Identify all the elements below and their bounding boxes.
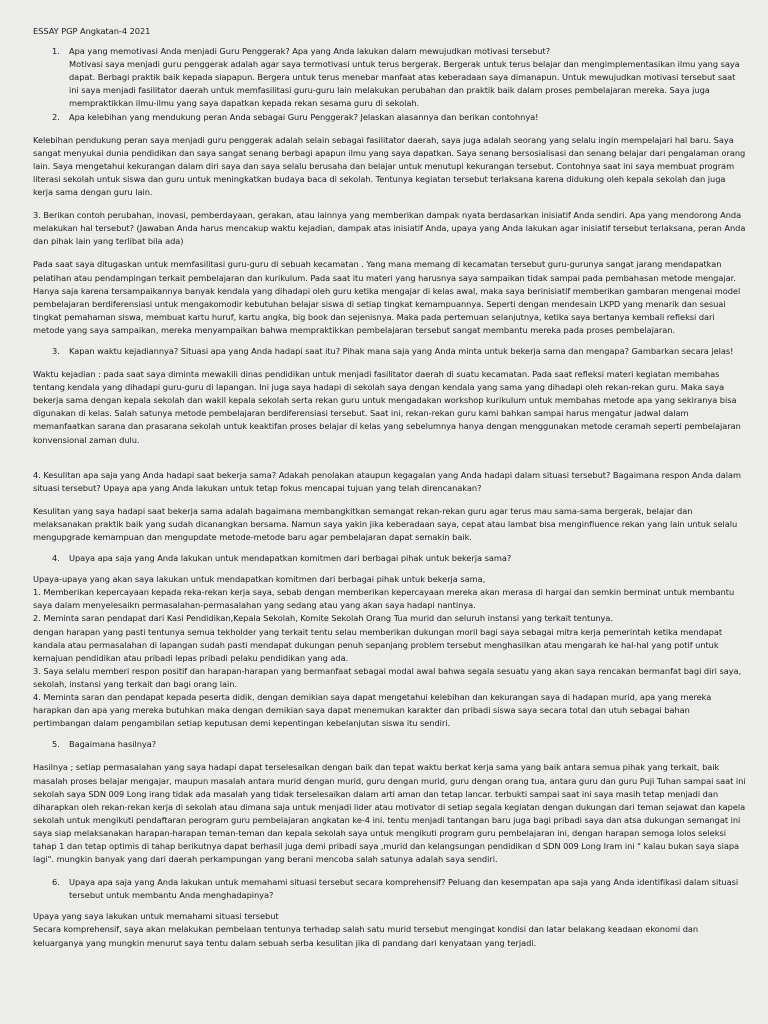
answer-paragraph: Kesulitan yang saya hadapi saat bekerja sama adalah bagaimana membangkitkan semangat rekan-rekan guru agar terus mau sama-sama bergerak, belajar dan melaksanakan praktik baik yang sudah dicanangkan bersama. Namun saya yakin jika keberadaan saya, cepat atau lambat bisa menginfluence rekan yang lain untuk selalu mengupgrade kemampuan dan mengupdate metode-metode baru agar pembelajaran dapat semakin baik. [33, 505, 738, 542]
answer-line: Secara komprehensif, saya akan melakukan pembelaan tentunya terhadap salah satu murid tersebut mengingat kondisi dan latar belakang keadaan ekonomi dan keluarganya yang mungkin menurut saya tentu dalam sebuah serba kesulitan jika di pandang dari kenyataan yang terjadi. [33, 924, 699, 948]
answer-line: Upaya-upaya yang akan saya lakukan untuk mendapatkan komitmen dari berbagai pihak untuk bekerja sama, [33, 574, 486, 585]
question-number: 5. [52, 739, 60, 750]
answer-line: 3. Saya selalu memberi respon positif dan harapan-harapan yang bermanfaat sebagai modal awal bahwa segala sesuatu yang akan saya rencakan bermanfat bagi diri saya, sekolah, instansi yang terkait dan bagi orang lain. [33, 665, 742, 689]
question-number: 2. [52, 111, 60, 122]
question-1 [33, 45, 746, 110]
answer-line: dengan harapan yang pasti tentunya semua tekholder yang terkait tentu selau memberikan dukungan moril bagi saya sebagai mitra kerja pemerintah ketika mendapat kandala atau permasalahan di lapangan sudah pasti mendapat dukungan penuh sepanjang problem tersebut menghasilkan atau mengarah ke hal-hal yang potif untuk kemajuan pendidikan atau pribadi lepas pribadi pelaku pendidikan yang ada. [33, 626, 723, 663]
question-text: Apa kelebihan yang mendukung peran Anda sebagai Guru Penggerak? Jelaskan alasannya dan berikan contohnya! [69, 111, 539, 122]
answer-line: Upaya yang saya lakukan untuk memahami situasi tersebut [33, 911, 279, 922]
question-3b [33, 345, 746, 358]
question-number: 6. [52, 877, 60, 888]
answer-line: 2. Meminta saran pendapat dari Kasi Pendidikan,Kepala Sekolah, Komite Sekolah Orang Tua murid dan seluruh instansi yang terkait tentunya. [33, 613, 613, 624]
question-paragraph: 3. Berikan contoh perubahan, inovasi, pemberdayaan, gerakan, atau lainnya yang memberikan dampak nyata berdasarkan inisiatif Anda sendiri. Apa yang mendorong Anda melakukan hal tersebut? (Jawaban Anda harus mencakup waktu kejadian, dampak atas inisiatif Anda, upaya yang Anda lakukan agar inisiatif tersebut terlaksana, peran Anda dan pihak lain yang terlibat bila ada) [33, 210, 746, 247]
question-text: Kapan waktu kejadiannya? Situasi apa yang Anda hadapi saat itu? Pihak mana saja yang Anda minta untuk bekerja sama dan mengapa? Gambarkan secara jelas! [69, 345, 734, 356]
question-2 [33, 111, 746, 124]
answer-line: 4. Meminta saran dan pendapat kepada peserta didik, dengan demikian saya dapat mengetahui kelebihan dan kekurangan saya di hadapan murid, apa yang mereka harapkan dan apa yang mereka butuhkan maka dengan demikian saya dapat menemukan karakter dan pribadi siswa saya secara total dan utuh sebagai bahan pertimbangan dalam pengambilan setiap keputusan demi kepentingan kebelanjutan siswa itu sendiri. [33, 692, 712, 729]
question-5 [33, 738, 746, 751]
answer-list [33, 573, 746, 730]
question-number: 3. [52, 345, 60, 356]
document-title: ESSAY PGP Angkatan-4 2021 [33, 26, 151, 36]
question-text: Apa yang memotivasi Anda menjadi Guru Penggerak? Apa yang Anda lakukan dalam mewujudkan motivasi tersebut? [69, 46, 551, 57]
answer-list [33, 910, 746, 949]
question-6 [33, 876, 746, 902]
question-text: Upaya apa saja yang Anda lakukan untuk mendapatkan komitmen dari berbagai pihak untuk bekerja sama? [69, 553, 512, 564]
question-text: Bagaimana hasilnya? [69, 739, 157, 750]
answer-paragraph: Kelebihan pendukung peran saya menjadi guru penggerak adalah selain sebagai fasilitator daerah, saya juga adalah seorang yang selalu ingin mempelajari hal baru. Saya sangat menyukai dunia pendidikan dan saya sangat senang berbagi apapun ilmu yang saya dapatkan. Saya senang bersosialisasi dan senang belajar dari pengalaman orang lain. Saya mengetahui kekurangan dalam diri saya dan saya selalu berusaha dan belajar untuk menutupi kekurangan tersebut. Contohnya saat ini saya membuat program literasi sekolah untuk siswa dan guru untuk meningkatkan budaya baca di sekolah. Tentunya kegiatan tersebut terlaksana karena didukung oleh kepala sekolah dan juga kerja sama dengan guru lain. [33, 134, 746, 198]
answer-paragraph: Hasilnya ; setiap permasalahan yang saya hadapi dapat terselesaikan dengan baik dan tepat waktu berkat kerja sama yang baik antara semua pihak yang terkait, baik masalah proses belajar mengajar, maupun masalah antara murid dengan murid, guru dengan murid, guru dengan orang tua, antara guru dan guru Puji Tuhan sampai saat ini sekolah saya SDN 009 Long irang tidak ada masalah yang tidak terselesaikan dalam arti aman dan tetap lancar. terbukti sampai saat ini saya masih tetap menjadi dan diharapkan oleh rekan-rekan kerja di sekolah atau dimana saja untuk menjadi lider atau motivator di setiap segala kegiatan dengan dukungan dari teman sejawat dan kapela sekolah untuk mengikuti pendaftaran perogram guru pembelajaran angkatan ke-4 ini. tentu menjadi tantangan baru juga bagi pribadi saya dan atsa dukungan semangat ini saya siap melaksanakan harapan-harapan teman-teman dan kepala sekolah saya untuk mengikuti program guru pembelajaran ini, dengan harapan semoga lolos seleksi tahap 1 dan tetap optimis di tahap berikutnya dapat berhasil juga demi pribadi saya ,murid dan kelangsungan pendidikan d SDN 009 Long Iram ini " kalau bukan saya siapa lagi". mungkin banyak yang dari daerah perkampungan yang berani mencoba salah satunya adalah saya sendiri. [33, 762, 746, 865]
answer-paragraph: Pada saat saya ditugaskan untuk memfasilitasi guru-guru di sebuah kecamatan . Yang mana memang di kecamatan tersebut guru-gurunya sangat jarang mendapatkan pelatihan atau pendampingan terkait pembelajaran dan kurikulum. Pada saat itu materi yang harusnya saya sampaikan tidak sampai pada pembahasan metode mengajar. Hanya saja karena tersampaikannya banyak kendala yang dihadapi oleh guru ketika mengajar di kelas awal, maka saya berinisiatif memberikan gambaran mengenai model pembelajaran berdiferensiasi untuk mengakomodir kebutuhan belajar siswa di setiap tingkat kemampuannya. Seperti dengan mendesain LKPD yang menarik dan sesuai tingkat pemahaman siswa, membuat kartu huruf, kartu angka, big book dan sejenisnya. Maka pada pertemuan selanjutnya, ketika saya bertanya kembali refleksi dari metode yang saya sampaikan, mereka menyampaikan bahwa mempraktikkan pembelajaran tersebut sangat membantu mereka pada proses pembelajaran. [33, 259, 741, 335]
question-paragraph: 4. Kesulitan apa saja yang Anda hadapi saat bekerja sama? Adakah penolakan ataupun kegagalan yang Anda hadapi dalam situasi tersebut? Bagaimana respon Anda dalam situasi tersebut? Upaya apa yang Anda lakukan untuk tetap fokus mencapai tujuan yang telah direncanakan? [33, 469, 742, 493]
question-4b [33, 552, 746, 565]
answer-text: Motivasi saya menjadi guru penggerak adalah agar saya termotivasi untuk terus bergerak. Bergerak untuk terus belajar dan mengimplementasikan ilmu yang saya dapat. Berbagi praktik baik kepada siapapun. Bergera untuk terus menebar manfaat atas keberadaan saya dimanapun. Untuk mewujudkan motivasi tersebut saat ini saya menjadi fasilitator daerah untuk memfasilitasi guru-guru lain melakukan perubahan dan praktik baik dalam proses pembelajaran mereka. Saya juga mempraktikkan ilmu-ilmu yang saya dapatkan kepada rekan sesama guru di sekolah. [69, 59, 740, 109]
question-number: 1. [52, 46, 60, 57]
question-number: 4. [52, 553, 60, 564]
answer-line: 1. Memberikan kepercayaan kepada reka-rekan kerja saya, sebab dengan memberikan kepercayaan mereka akan merasa di hargai dan semkin berminat untuk membantu saya dalam menyelesaikn permasalahan-permasalahan yang sedang atau yang akan saya hadapi nantinya. [33, 587, 735, 611]
question-text: Upaya apa saja yang Anda lakukan untuk memahami situasi tersebut secara komprehensif? Peluang dan kesempatan apa saja yang Anda identifikasi dalam situasi tersebut untuk membantu Anda menghadapinya? [69, 877, 739, 901]
answer-paragraph: Waktu kejadian : pada saat saya diminta mewakili dinas pendidikan untuk menjadi fasilitator daerah di suatu kecamatan. Pada saat refleksi materi kegiatan membahas tentang kendala yang dihadapi guru-guru di lapangan. Ini juga saya hadapi di sekolah saya dengan kendala yang sama yang dihadapi oleh rekan-rekan guru. Maka saya bekerja sama dengan kepala sekolah dan wakil kepala sekolah serta rekan guru untuk mengadakan workshop kurikulum untuk membahas metode apa yang sekiranya bisa digunakan di kelas. Salah satunya metode pembelajaran berdiferensiasi tersebut. Saat ini, rekan-rekan guru kami bahkan sampai harus mengatur jadwal dalam memanfaatkan sarana dan prasarana sekolah untuk keaktifan proses belajar di kelas yang sebelumnya hanya dengan menggunakan metode ceramah seperti pembelajaran konvensional zaman dulu. [33, 369, 741, 445]
